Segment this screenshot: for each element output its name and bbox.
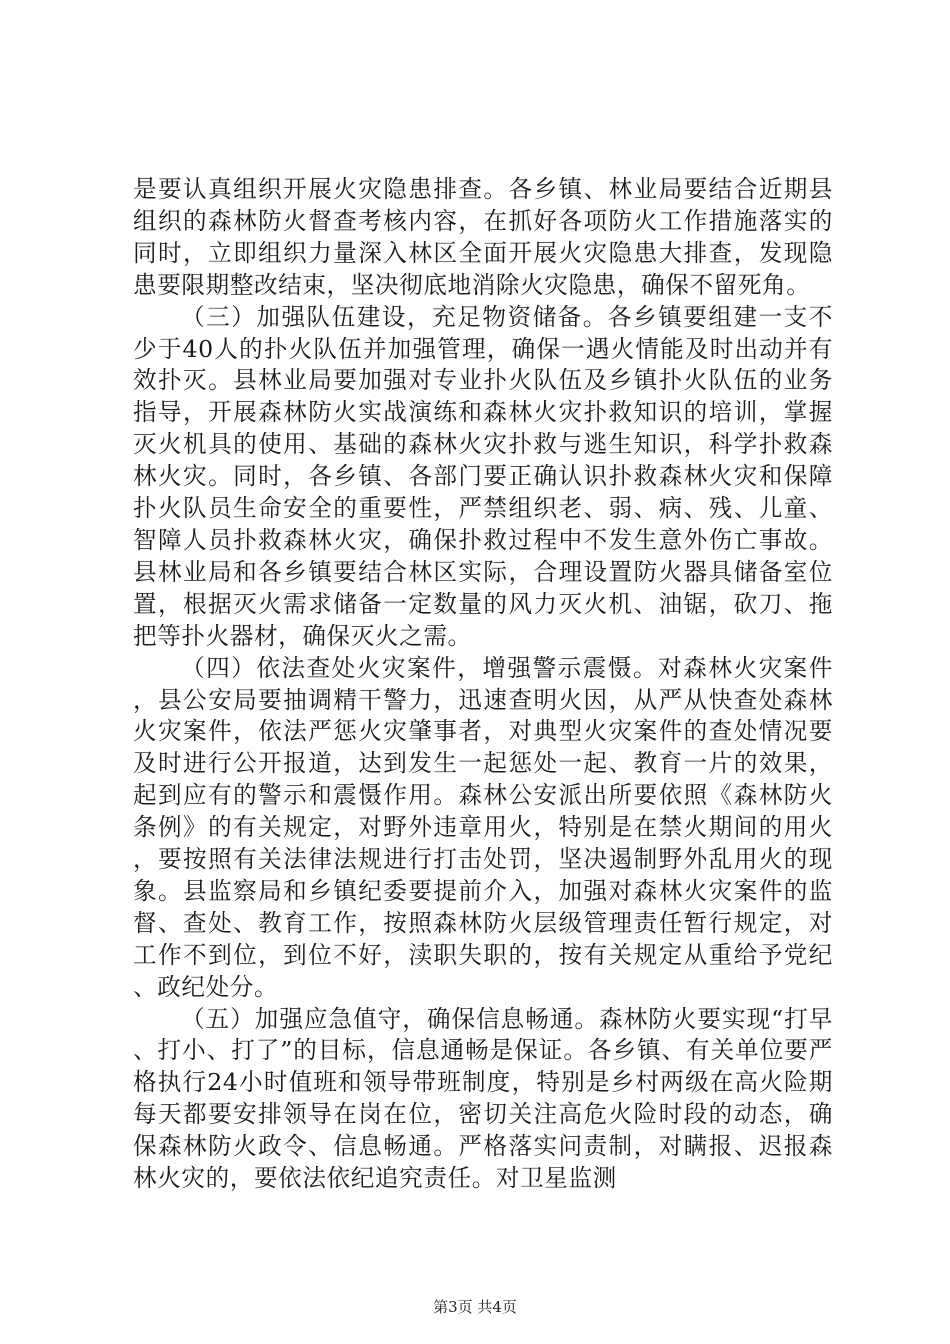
paragraph-section-4: （四）依法查处火灾案件，增强警示震慑。对森林火灾案件，县公安局要抽调精干警力，迅速查明火因，从严从快查处森林火灾案件，依法严惩火灾肇事者，对典型火灾案件的查处情况要及时进行公开报道，达到发生一起惩处一起、教育一片的效果，起到应有的警示和震慑作用。森林公安派出所要依照《森林防火条例》的有关规定，对野外违章用火，特别是在禁火期间的用火，要按照有关法律法规进行打击处罚，坚决遏制野外乱用火的现象。县监察局和乡镇纪委要提前介入，加强对森林火灾案件的监督、查处、教育工作，按照森林防火层级管理责任暂行规定，对工作不到位，到位不好，渎职失职的，按有关规定从重给予党纪、政纪处分。	[133, 653, 833, 1001]
paragraph-section-3: （三）加强队伍建设，充足物资储备。各乡镇要组建一支不少于40人的扑火队伍并加强管理，确保一遇火情能及时出动并有效扑灭。县林业局要加强对专业扑火队伍及乡镇扑火队伍的业务指导，开展森林防火实战演练和森林火灾扑救知识的培训，掌握灭火机具的使用、基础的森林火灾扑救与逃生知识，科学扑救森林火灾。同时，各乡镇、各部门要正确认识扑救森林火灾和保障扑火队员生命安全的重要性，严禁组织老、弱、病、残、儿童、智障人员扑救森林火灾，确保扑救过程中不发生意外伤亡事故。县林业局和各乡镇要结合林区实际，合理设置防火器具储备室位置，根据灭火需求储备一定数量的风力灭火机、油锯，砍刀、拖把等扑火器材，确保灭火之需。	[133, 302, 833, 650]
page-number-footer: 第3页 共4页	[433, 1298, 517, 1316]
document-body	[133, 174, 833, 1195]
paragraph-section-5: （五）加强应急值守，确保信息畅通。森林防火要实现“打早、打小、打了”的目标，信息通畅是保证。各乡镇、有关单位要严格执行24小时值班和领导带班制度，特别是乡村两级在高火险期每天都要安排领导在岗在位，密切关注高危火险时段的动态，确保森林防火政令、信息畅通。严格落实问责制，对瞒报、迟报森林火灾的，要依法依纪追究责任。对卫星监测	[133, 1004, 833, 1193]
paragraph-continuation: 是要认真组织开展火灾隐患排查。各乡镇、林业局要结合近期县组织的森林防火督查考核内容，在抓好各项防火工作措施落实的同时，立即组织力量深入林区全面开展火灾隐患大排查，发现隐患要限期整改结束，坚决彻底地消除火灾隐患，确保不留死角。	[133, 175, 833, 299]
